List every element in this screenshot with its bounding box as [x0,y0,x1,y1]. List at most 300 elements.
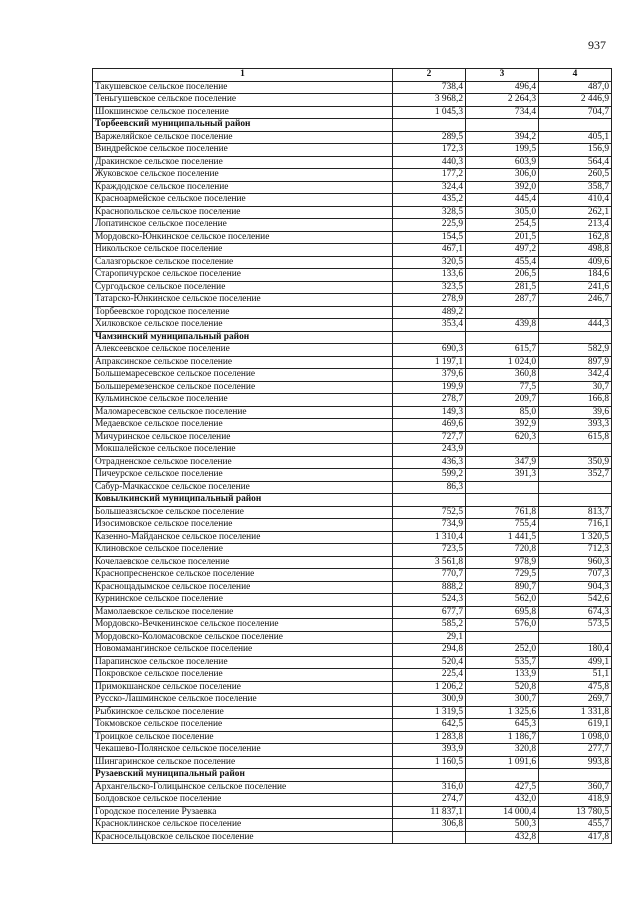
value-col3-cell: 77,5 [466,381,539,394]
value-col3-cell: 445,4 [466,194,539,207]
value-col2-cell: 353,4 [393,319,466,332]
value-col2-cell: 1 045,3 [393,106,466,119]
value-col2-cell: 1 310,4 [393,531,466,544]
value-col3-cell: 695,8 [466,606,539,619]
table-row [93,381,612,394]
settlement-name-cell: Теньгушевское сельское поселение [93,94,393,107]
table-row [93,744,612,757]
value-col3-cell: 254,5 [466,219,539,232]
value-col3-cell: 432,0 [466,794,539,807]
settlement-name-cell: Такушевское сельское поселение [93,81,393,94]
settlement-name-cell: Кочелаевское сельское поселение [93,556,393,569]
settlement-name-cell: Краснопольское сельское поселение [93,206,393,219]
value-col4-cell: 39,6 [539,406,612,419]
value-col4-cell: 498,8 [539,244,612,257]
settlement-name-cell: Большемаресевское сельское поселение [93,369,393,382]
value-col3-cell: 455,4 [466,256,539,269]
value-col4-cell [539,769,612,782]
table-row [93,244,612,257]
value-col2-cell: 770,7 [393,569,466,582]
value-col4-cell: 352,7 [539,469,612,482]
settlement-name-cell: Болдовское сельское поселение [93,794,393,807]
settlement-name-cell: Рузаевский муниципальный район [93,769,393,782]
value-col4-cell: 455,7 [539,819,612,832]
settlement-name-cell: Лопатинское сельское поселение [93,219,393,232]
table-row [93,669,612,682]
settlement-name-cell: Краснопресненское сельское поселение [93,569,393,582]
value-col3-cell: 2 264,3 [466,94,539,107]
settlement-name-cell: Салазгорьское сельское поселение [93,256,393,269]
table-row [93,781,612,794]
settlement-name-cell: Казенно-Майданское сельское поселение [93,531,393,544]
value-col3-cell: 206,5 [466,269,539,282]
value-col4-cell: 246,7 [539,294,612,307]
value-col3-cell: 603,9 [466,156,539,169]
value-col3-cell [466,331,539,344]
settlement-name-cell: Мичуринское сельское поселение [93,431,393,444]
value-col2-cell: 289,5 [393,131,466,144]
value-col3-cell: 287,7 [466,294,539,307]
settlement-name-cell: Никольское сельское поселение [93,244,393,257]
table-row [93,456,612,469]
value-col4-cell [539,481,612,494]
settlement-name-cell: Архангельско-Голицынское сельское поселение [93,781,393,794]
value-col2-cell: 278,7 [393,394,466,407]
settlement-name-cell: Пичеурское сельское поселение [93,469,393,482]
value-col4-cell [539,494,612,507]
value-col3-cell: 720,8 [466,544,539,557]
value-col2-cell: 133,6 [393,269,466,282]
settlement-name-cell: Красноклинское сельское поселение [93,819,393,832]
value-col2-cell [393,769,466,782]
value-col4-cell: 262,1 [539,206,612,219]
value-col3-cell: 1 091,6 [466,756,539,769]
settlement-name-cell: Медаевское сельское поселение [93,419,393,432]
value-col2-cell [393,119,466,132]
value-col4-cell: 342,4 [539,369,612,382]
district-row [93,331,612,344]
value-col2-cell: 723,5 [393,544,466,557]
value-col4-cell: 444,3 [539,319,612,332]
settlement-name-cell: Красноармейское сельское поселение [93,194,393,207]
table-row [93,294,612,307]
value-col2-cell: 738,4 [393,81,466,94]
value-col3-cell: 496,4 [466,81,539,94]
value-col2-cell: 225,4 [393,669,466,682]
value-col2-cell: 599,2 [393,469,466,482]
table-row [93,106,612,119]
value-col3-cell: 978,9 [466,556,539,569]
value-col2-cell: 467,1 [393,244,466,257]
value-col3-cell: 432,8 [466,831,539,844]
value-col4-cell: 960,3 [539,556,612,569]
value-col3-cell: 320,8 [466,744,539,757]
value-col4-cell: 897,9 [539,356,612,369]
value-col4-cell: 269,7 [539,694,612,707]
settlement-name-cell: Жуковское сельское поселение [93,169,393,182]
value-col2-cell: 225,9 [393,219,466,232]
value-col3-cell [466,769,539,782]
table-row [93,469,612,482]
value-col4-cell: 712,3 [539,544,612,557]
settlement-name-cell: Чекашево-Полянское сельское поселение [93,744,393,757]
value-col3-cell: 201,5 [466,231,539,244]
value-col2-cell: 177,2 [393,169,466,182]
value-col4-cell: 573,5 [539,619,612,632]
table-row [93,681,612,694]
value-col2-cell: 1 283,8 [393,731,466,744]
value-col4-cell: 1 098,0 [539,731,612,744]
value-col4-cell: 358,7 [539,181,612,194]
value-col2-cell: 489,2 [393,306,466,319]
value-col2-cell: 393,9 [393,744,466,757]
table-body [93,81,612,844]
value-col4-cell: 166,8 [539,394,612,407]
value-col2-cell: 440,3 [393,156,466,169]
value-col3-cell: 281,5 [466,281,539,294]
value-col4-cell: 475,8 [539,681,612,694]
value-col3-cell: 439,8 [466,319,539,332]
settlement-name-cell: Татарско-Юнкинское сельское поселение [93,294,393,307]
table-row [93,631,612,644]
value-col3-cell [466,631,539,644]
table-row [93,519,612,532]
value-col3-cell: 392,0 [466,181,539,194]
value-col4-cell: 2 446,9 [539,94,612,107]
value-col4-cell: 582,9 [539,344,612,357]
table-row [93,581,612,594]
value-col3-cell: 1 024,0 [466,356,539,369]
value-col2-cell: 727,7 [393,431,466,444]
page-number: 937 [588,38,606,52]
value-col2-cell: 1 206,2 [393,681,466,694]
settlement-name-cell: Рыбкинское сельское поселение [93,706,393,719]
value-col3-cell: 199,5 [466,144,539,157]
settlement-name-cell: Апраксинское сельское поселение [93,356,393,369]
table-row [93,794,612,807]
table-row [93,406,612,419]
value-col4-cell: 360,7 [539,781,612,794]
value-col3-cell: 392,9 [466,419,539,432]
value-col2-cell: 11 837,1 [393,806,466,819]
table-row [93,481,612,494]
table-row [93,319,612,332]
value-col4-cell [539,631,612,644]
settlement-name-cell: Русско-Лашминское сельское поселение [93,694,393,707]
value-col3-cell: 729,5 [466,569,539,582]
settlement-name-cell: Парапинское сельское поселение [93,656,393,669]
value-col4-cell: 542,6 [539,594,612,607]
value-col4-cell: 993,8 [539,756,612,769]
value-col4-cell: 30,7 [539,381,612,394]
value-col2-cell: 1 197,1 [393,356,466,369]
value-col4-cell: 350,9 [539,456,612,469]
value-col3-cell: 576,0 [466,619,539,632]
value-col2-cell: 328,5 [393,206,466,219]
table-row [93,444,612,457]
value-col2-cell: 323,5 [393,281,466,294]
value-col2-cell: 585,2 [393,619,466,632]
value-col3-cell: 620,3 [466,431,539,444]
value-col3-cell: 133,9 [466,669,539,682]
value-col4-cell: 704,7 [539,106,612,119]
table-row [93,194,612,207]
settlement-name-cell: Дракинское сельское поселение [93,156,393,169]
settlement-name-cell: Торбеевское городское поселение [93,306,393,319]
settlement-name-cell: Чамзинский муниципальный район [93,331,393,344]
settlement-name-cell: Клиновское сельское поселение [93,544,393,557]
column-header: 1 [93,69,393,82]
value-col2-cell: 29,1 [393,631,466,644]
table-row [93,556,612,569]
value-col2-cell: 642,5 [393,719,466,732]
value-col3-cell [466,494,539,507]
value-col4-cell: 716,1 [539,519,612,532]
table-row [93,344,612,357]
value-col4-cell: 409,6 [539,256,612,269]
table-row [93,94,612,107]
table-row [93,531,612,544]
table-row [93,656,612,669]
table-row [93,219,612,232]
table-row [93,81,612,94]
settlement-name-cell: Отрадненское сельское поселение [93,456,393,469]
value-col3-cell: 360,8 [466,369,539,382]
value-col2-cell: 690,3 [393,344,466,357]
value-col2-cell: 888,2 [393,581,466,594]
value-col4-cell [539,444,612,457]
table-row [93,156,612,169]
value-col3-cell: 890,7 [466,581,539,594]
value-col3-cell: 85,0 [466,406,539,419]
value-col2-cell: 469,6 [393,419,466,432]
table-row [93,831,612,844]
value-col2-cell: 435,2 [393,194,466,207]
value-col3-cell: 500,3 [466,819,539,832]
value-col4-cell: 1 320,5 [539,531,612,544]
settlement-name-cell: Сургодьское сельское поселение [93,281,393,294]
table-row [93,606,612,619]
value-col3-cell: 252,0 [466,644,539,657]
value-col2-cell [393,494,466,507]
table-row [93,569,612,582]
value-col2-cell: 520,4 [393,656,466,669]
value-col2-cell: 316,0 [393,781,466,794]
value-col2-cell [393,831,466,844]
value-col4-cell: 707,3 [539,569,612,582]
table-row [93,394,612,407]
table-row [93,131,612,144]
value-col4-cell: 393,3 [539,419,612,432]
settlement-name-cell: Большеремезенское сельское поселение [93,381,393,394]
table-row [93,144,612,157]
value-col2-cell: 752,5 [393,506,466,519]
settlement-name-cell: Торбеевский муниципальный район [93,119,393,132]
value-col3-cell: 761,8 [466,506,539,519]
table-row [93,644,612,657]
settlement-name-cell: Большеазясьское сельское поселение [93,506,393,519]
settlement-name-cell: Новомамангинское сельское поселение [93,644,393,657]
value-col3-cell: 1 441,5 [466,531,539,544]
value-col3-cell: 615,7 [466,344,539,357]
value-col4-cell: 51,1 [539,669,612,682]
settlement-name-cell: Городское поселение Рузаевка [93,806,393,819]
budget-table [92,68,612,844]
column-header: 2 [393,69,466,82]
value-col2-cell: 86,3 [393,481,466,494]
district-row [93,119,612,132]
value-col4-cell [539,119,612,132]
settlement-name-cell: Курнинское сельское поселение [93,594,393,607]
value-col4-cell: 162,8 [539,231,612,244]
value-col3-cell: 562,0 [466,594,539,607]
table-row [93,506,612,519]
value-col2-cell: 1 319,5 [393,706,466,719]
value-col3-cell: 394,2 [466,131,539,144]
value-col2-cell: 199,9 [393,381,466,394]
value-col4-cell: 674,3 [539,606,612,619]
value-col2-cell: 300,9 [393,694,466,707]
table-row [93,181,612,194]
table-row [93,256,612,269]
table-row [93,419,612,432]
table-row [93,719,612,732]
column-header: 3 [466,69,539,82]
value-col2-cell: 677,7 [393,606,466,619]
value-col2-cell: 379,6 [393,369,466,382]
value-col2-cell: 149,3 [393,406,466,419]
value-col3-cell: 520,8 [466,681,539,694]
table-row [93,706,612,719]
value-col3-cell [466,481,539,494]
value-col4-cell: 405,1 [539,131,612,144]
value-col3-cell: 306,0 [466,169,539,182]
value-col4-cell: 184,6 [539,269,612,282]
settlement-name-cell: Виндрейское сельское поселение [93,144,393,157]
value-col4-cell: 417,8 [539,831,612,844]
value-col4-cell: 277,7 [539,744,612,757]
table-row [93,306,612,319]
value-col4-cell: 260,5 [539,169,612,182]
table-row [93,269,612,282]
value-col3-cell: 14 000,4 [466,806,539,819]
value-col4-cell: 418,9 [539,794,612,807]
settlement-name-cell: Алексеевское сельское поселение [93,344,393,357]
settlement-name-cell: Ковылкинский муниципальный район [93,494,393,507]
value-col3-cell: 734,4 [466,106,539,119]
settlement-name-cell: Краснощадымское сельское поселение [93,581,393,594]
value-col3-cell: 755,4 [466,519,539,532]
settlement-name-cell: Мокшалейское сельское поселение [93,444,393,457]
settlement-name-cell: Троицкое сельское поселение [93,731,393,744]
value-col3-cell: 1 186,7 [466,731,539,744]
value-col3-cell: 391,3 [466,469,539,482]
table-header-row [93,69,612,82]
value-col2-cell: 154,5 [393,231,466,244]
settlement-name-cell: Кульминское сельское поселение [93,394,393,407]
value-col2-cell: 436,3 [393,456,466,469]
table-row [93,619,612,632]
value-col2-cell: 172,3 [393,144,466,157]
table-row [93,356,612,369]
value-col4-cell: 213,4 [539,219,612,232]
column-header: 4 [539,69,612,82]
value-col4-cell: 615,8 [539,431,612,444]
table-row [93,594,612,607]
settlement-name-cell: Хилковское сельское поселение [93,319,393,332]
district-row [93,769,612,782]
table-row [93,369,612,382]
value-col2-cell: 324,4 [393,181,466,194]
settlement-name-cell: Примокшанское сельское поселение [93,681,393,694]
settlement-name-cell: Мордовско-Юнкинское сельское поселение [93,231,393,244]
table-row [93,431,612,444]
settlement-name-cell: Изосимовское сельское поселение [93,519,393,532]
value-col4-cell: 180,4 [539,644,612,657]
value-col4-cell: 410,4 [539,194,612,207]
settlement-name-cell: Покровское сельское поселение [93,669,393,682]
value-col3-cell: 300,7 [466,694,539,707]
value-col3-cell: 1 325,6 [466,706,539,719]
table-row [93,231,612,244]
table-row [93,819,612,832]
table-row [93,281,612,294]
value-col2-cell: 274,7 [393,794,466,807]
settlement-name-cell: Варжеляйское сельское поселение [93,131,393,144]
settlement-name-cell: Маломаресевское сельское поселение [93,406,393,419]
settlement-name-cell: Краждодское сельское поселение [93,181,393,194]
table-row [93,756,612,769]
value-col3-cell [466,306,539,319]
value-col2-cell [393,331,466,344]
settlement-name-cell: Шокшинское сельское поселение [93,106,393,119]
value-col3-cell: 535,7 [466,656,539,669]
value-col2-cell: 1 160,5 [393,756,466,769]
settlement-name-cell: Шингаринское сельское поселение [93,756,393,769]
value-col3-cell [466,444,539,457]
settlement-name-cell: Старопичурское сельское поселение [93,269,393,282]
table-row [93,694,612,707]
value-col2-cell: 3 561,8 [393,556,466,569]
settlement-name-cell: Мордовско-Вечкенинское сельское поселение [93,619,393,632]
table-row [93,206,612,219]
value-col2-cell: 243,9 [393,444,466,457]
settlement-name-cell: Мамолаевское сельское поселение [93,606,393,619]
value-col2-cell: 278,9 [393,294,466,307]
value-col4-cell: 241,6 [539,281,612,294]
value-col4-cell [539,306,612,319]
value-col3-cell: 645,3 [466,719,539,732]
value-col4-cell: 1 331,8 [539,706,612,719]
value-col3-cell: 209,7 [466,394,539,407]
value-col4-cell: 156,9 [539,144,612,157]
value-col2-cell: 294,8 [393,644,466,657]
value-col2-cell: 320,5 [393,256,466,269]
value-col4-cell: 499,1 [539,656,612,669]
settlement-name-cell: Токмовское сельское поселение [93,719,393,732]
value-col4-cell: 813,7 [539,506,612,519]
value-col3-cell: 497,2 [466,244,539,257]
value-col2-cell: 3 968,2 [393,94,466,107]
value-col4-cell: 564,4 [539,156,612,169]
value-col4-cell [539,331,612,344]
settlement-name-cell: Мордовско-Коломасовское сельское поселение [93,631,393,644]
table-row [93,544,612,557]
table-row [93,169,612,182]
value-col3-cell: 305,0 [466,206,539,219]
table-row [93,806,612,819]
settlement-name-cell: Сабур-Мачкасское сельское поселение [93,481,393,494]
